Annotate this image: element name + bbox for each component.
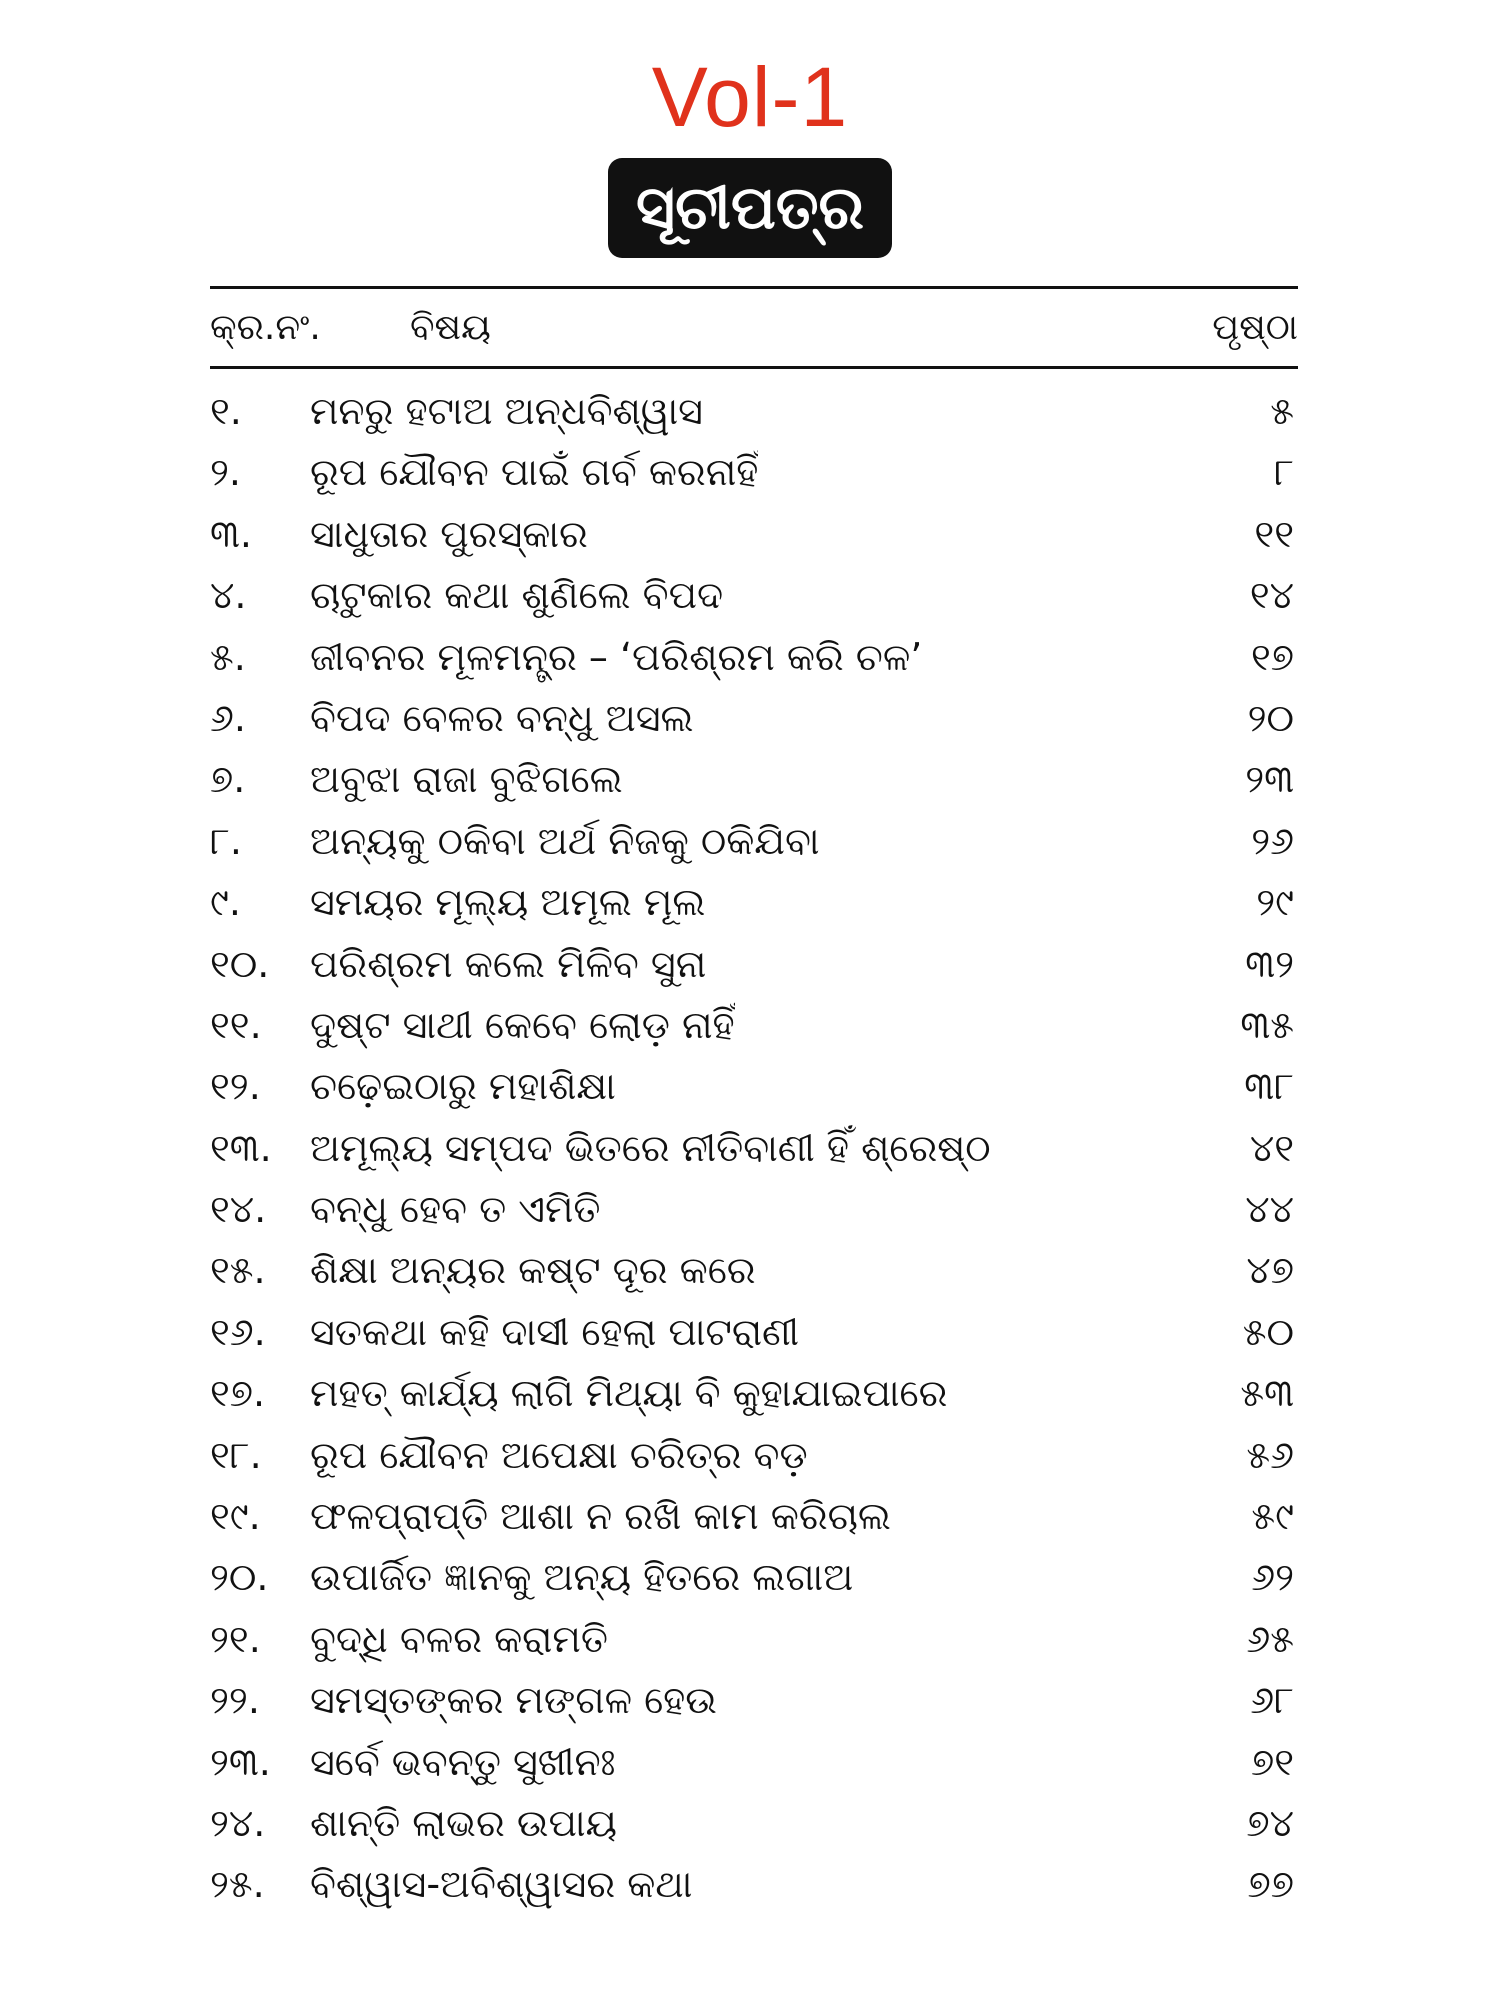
entry-title: ସମସ୍ତଙ୍କର ମଙ୍ଗଳ ହେଉ (310, 1678, 717, 1723)
entry-page-number: ୭୭ (1247, 1862, 1294, 1907)
table-header (210, 296, 1298, 360)
entry-page-number: ୨୯ (1256, 880, 1294, 925)
toc-entry (210, 1118, 1298, 1179)
toc-entry (210, 1670, 1298, 1731)
toc-entry (210, 1609, 1298, 1670)
entry-page-number: ୧୭ (1250, 634, 1294, 679)
toc-entry (210, 811, 1298, 872)
entry-number: ୫. (210, 634, 246, 679)
entry-page-number: ୨୬ (1251, 818, 1294, 863)
entry-number: ୨୨. (210, 1678, 260, 1723)
entry-title: ଶାନ୍ତି ଲାଭର ଉପାୟ (310, 1800, 617, 1845)
toc-entry (210, 995, 1298, 1056)
entry-page-number: ୫୯ (1251, 1494, 1294, 1539)
entry-number: ୧୦. (210, 941, 270, 986)
entry-page-number: ୬୮ (1250, 1678, 1294, 1723)
entry-page-number: ୫୦ (1242, 1309, 1294, 1354)
toc-entry (210, 504, 1298, 565)
toc-entry (210, 442, 1298, 503)
toc-entry (210, 872, 1298, 933)
entry-number: ୨୩. (210, 1739, 271, 1784)
entry-number: ୧୯. (210, 1494, 261, 1539)
entry-number: ୪. (210, 573, 247, 618)
toc-entry (210, 1547, 1298, 1608)
entry-title: ଶିକ୍ଷା ଅନ୍ୟର କଷ୍ଟ ଦୂର କରେ (310, 1248, 756, 1293)
entry-page-number: ୬୨ (1251, 1555, 1294, 1600)
toc-entry (210, 749, 1298, 810)
table-header-rule (210, 366, 1298, 369)
entry-title: ସମୟର ମୂଲ୍ୟ ଅମୂଲ ମୂଲ (310, 880, 706, 925)
entry-number: ୧୨. (210, 1064, 261, 1109)
entry-title: ଚଢ଼େଇଠାରୁ ମହାଶିକ୍ଷା (310, 1064, 616, 1109)
toc-entry (210, 1486, 1298, 1547)
entry-title: ବନ୍ଧୁ ହେବ ତ ଏମିତି (310, 1187, 601, 1232)
toc-entry (210, 381, 1298, 442)
entry-title: ରୂପ ଯୌବନ ଅପେକ୍ଷା ଚରିତ୍ର ବଡ଼ (310, 1432, 808, 1477)
entry-title: ଅବୁଝା ରାଜା ବୁଝିଗଲେ (310, 757, 623, 802)
entry-number: ୧୫. (210, 1248, 266, 1293)
entry-number: ୧୩. (210, 1125, 272, 1170)
entry-page-number: ୬୫ (1246, 1616, 1294, 1661)
entry-page-number: ୪୪ (1245, 1187, 1294, 1232)
entry-number: ୩. (210, 511, 252, 556)
entry-number: ୧୧. (210, 1002, 262, 1047)
entry-number: ୧. (210, 389, 242, 433)
entry-page-number: ୩୮ (1244, 1064, 1294, 1109)
entry-title: ଜୀବନର ମୂଳମନ୍ତ୍ର – ‘ପରିଶ୍ରମ କରି ଚଳ’ (310, 634, 923, 679)
entry-page-number: ୧୪ (1249, 573, 1294, 618)
entry-page-number: ୫୩ (1240, 1371, 1294, 1416)
toc-entry (210, 1179, 1298, 1240)
entry-page-number: ୨୦ (1247, 695, 1294, 740)
entry-title: ମନରୁ ହଟାଅ ଅନ୍ଧବିଶ୍ୱାସ (310, 389, 703, 433)
entry-number: ୨୦. (210, 1555, 269, 1600)
contents-list (210, 381, 1298, 1916)
entry-number: ୨୫. (210, 1862, 265, 1907)
entry-title: ରୂପ ଯୌବନ ପାଇଁ ଗର୍ବ କରନାହିଁ (310, 450, 759, 495)
entry-page-number: ୧୧ (1254, 511, 1294, 556)
entry-title: ମହତ୍ କାର୍ଯ୍ୟ ଲାଗି ମିଥ୍ୟା ବି କୁହାଯାଇପାରେ (310, 1371, 948, 1416)
entry-page-number: ୮ (1274, 450, 1294, 495)
entry-page-number: ୨୩ (1245, 757, 1294, 802)
entry-number: ୭. (210, 757, 246, 802)
entry-number: ୧୪. (210, 1187, 267, 1232)
toc-entry (210, 934, 1298, 995)
heading-wrapper (0, 158, 1500, 258)
toc-entry (210, 1056, 1298, 1117)
toc-entry (210, 688, 1298, 749)
entry-title: ଦୁଷ୍ଟ ସାଥୀ କେବେ ଲୋଡ଼ ନାହିଁ (310, 1002, 735, 1047)
entry-page-number: ୪୧ (1249, 1125, 1294, 1170)
entry-number: ୬. (210, 695, 246, 740)
page-column-header: ପୃଷ୍ଠା (1212, 307, 1298, 348)
toc-entry (210, 1732, 1298, 1793)
entry-page-number: ୫୬ (1246, 1432, 1294, 1477)
entry-title: ପରିଶ୍ରମ କଲେ ମିଳିବ ସୁନା (310, 941, 707, 986)
toc-entry (210, 1793, 1298, 1854)
entry-title: ସାଧୁତାର ପୁରସ୍କାର (310, 511, 588, 556)
entry-title: ଅନ୍ୟକୁ ଠକିବା ଅର୍ଥ ନିଜକୁ ଠକିଯିବା (310, 818, 820, 863)
entry-number: ୨୧. (210, 1616, 261, 1661)
entry-page-number: ୭୧ (1250, 1739, 1294, 1784)
entry-title: ଅମୂଲ୍ୟ ସମ୍ପଦ ଭିତରେ ନୀତିବାଣୀ ହିଁ ଶ୍ରେଷ୍ଠ (310, 1125, 991, 1170)
entry-title: ଚାଟୁକାର କଥା ଶୁଣିଲେ ବିପଦ (310, 573, 724, 618)
toc-entry (210, 1854, 1298, 1915)
entry-title: ବୁଦ୍ଧି ବଳର କରାମତି (310, 1616, 608, 1661)
entry-title: ସତକଥା କହି ଦାସୀ ହେଲା ପାଟରାଣୀ (310, 1309, 800, 1354)
entry-page-number: ୭୪ (1246, 1800, 1294, 1845)
toc-entry (210, 1240, 1298, 1301)
entry-title: ଫଳପ୍ରାପ୍ତି ଆଶା ନ ରଖି କାମ କରିଚାଲ (310, 1494, 891, 1539)
toc-entry (210, 1302, 1298, 1363)
volume-label: Vol-1 (651, 50, 849, 144)
entry-number: ୧୮. (210, 1432, 262, 1477)
entry-title: ଉପାର୍ଜିତ ଜ୍ଞାନକୁ ଅନ୍ୟ ହିତରେ ଲଗାଅ (310, 1555, 854, 1600)
entry-number: ୨୪. (210, 1800, 266, 1845)
subject-column-header: ବିଷୟ (410, 307, 491, 348)
contents-heading-badge: ସୂଚୀପତ୍ର (608, 158, 892, 258)
entry-number: ୯. (210, 880, 241, 925)
entry-number: ୨. (210, 450, 242, 495)
entry-number: ୧୬. (210, 1309, 266, 1354)
entry-title: ବିଶ୍ୱାସ-ଅବିଶ୍ୱାସର କଥା (310, 1862, 693, 1907)
entry-number: ୮. (210, 818, 242, 863)
entry-page-number: ୩୫ (1240, 1002, 1294, 1047)
toc-entry (210, 1363, 1298, 1424)
entry-title: ବିପଦ ବେଳର ବନ୍ଧୁ ଅସଲ (310, 695, 694, 740)
entry-page-number: ୪୭ (1246, 1248, 1294, 1293)
toc-entry (210, 565, 1298, 626)
table-top-rule (210, 286, 1298, 289)
entry-number: ୧୭. (210, 1371, 266, 1416)
entry-page-number: ୩୨ (1245, 941, 1294, 986)
serial-column-header: କ୍ର.ନଂ. (210, 307, 321, 348)
toc-entry (210, 1425, 1298, 1486)
entry-title: ସର୍ବେ ଭବନ୍ତୁ ସୁଖୀନଃ (310, 1739, 616, 1784)
toc-entry (210, 627, 1298, 688)
entry-page-number: ୫ (1270, 389, 1294, 433)
